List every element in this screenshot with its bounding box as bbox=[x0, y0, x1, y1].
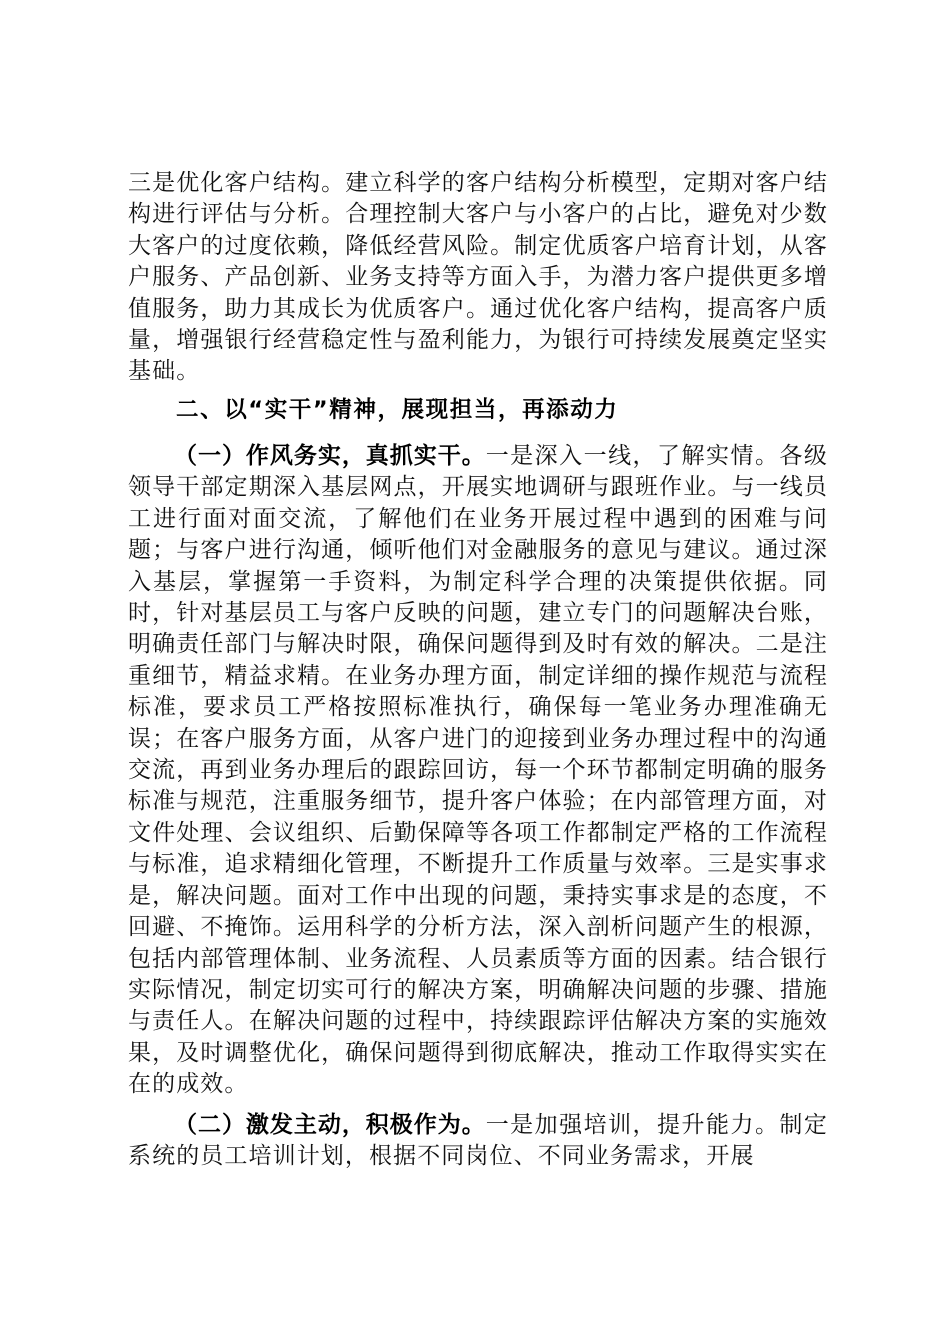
paragraph-customer-structure: 三是优化客户结构。建立科学的客户结构分析模型，定期对客户结构进行评估与分析。合理控制大客户与小客户的占比，避免对少数大客户的过度依赖，降低经营风险。制定优质客户培育计划，从客户服务、产品创新、业务支持等方面入手，为潜力客户提供更多增值服务，助力其成长为优质客户。通过优化客户结构，提高客户质量，增强银行经营稳定性与盈利能力，为银行可持续发展奠定坚实基础。 bbox=[128, 170, 828, 385]
paragraph-initiative bbox=[128, 1110, 828, 1173]
paragraph-lead-initiative: （二）激发主动，积极作为。 bbox=[174, 1112, 486, 1138]
paragraph-lead-work-style: （一）作风务实，真抓实干。 bbox=[174, 443, 486, 469]
paragraph-body-initiative: 一是加强培训，提升能力。制定系统的员工培训计划，根据不同岗位、不同业务需求，开展 bbox=[128, 1112, 828, 1170]
paragraph-body-work-style: 一是深入一线，了解实情。各级领导干部定期深入基层网点，开展实地调研与跟班作业。与一线员工进行面对面交流，了解他们在业务开展过程中遇到的困难与问题；与客户进行沟通，倾听他们对金融服务的意见与建议。通过深入基层，掌握第一手资料，为制定科学合理的决策提供依据。同时，针对基层员工与客户反映的问题，建立专门的问题解决台账，明确责任部门与解决时限，确保问题得到及时有效的解决。二是注重细节，精益求精。在业务办理方面，制定详细的操作规范与流程标准，要求员工严格按照标准执行，确保每一笔业务办理准确无误；在客户服务方面，从客户进门的迎接到业务办理过程中的沟通交流，再到业务办理后的跟踪回访，每一个环节都制定明确的服务标准与规范，注重服务细节，提升客户体验；在内部管理方面，对文件处理、会议组织、后勤保障等各项工作都制定严格的工作流程与标准，追求精细化管理，不断提升工作质量与效率。三是实事求是，解决问题。面对工作中出现的问题，秉持实事求是的态度，不回避、不掩饰。运用科学的分析方法，深入剖析问题产生的根源，包括内部管理体制、业务流程、人员素质等方面的因素。结合银行实际情况，制定切实可行的解决方案，明确解决问题的步骤、措施与责任人。在解决问题的过程中，持续跟踪评估解决方案的实施效果，及时调整优化，确保问题得到彻底解决，推动工作取得实实在在的成效。 bbox=[128, 443, 828, 1098]
section-heading: 二、以“实干”精神，展现担当，再添动力 bbox=[176, 397, 619, 423]
paragraph-work-style bbox=[128, 441, 828, 1101]
